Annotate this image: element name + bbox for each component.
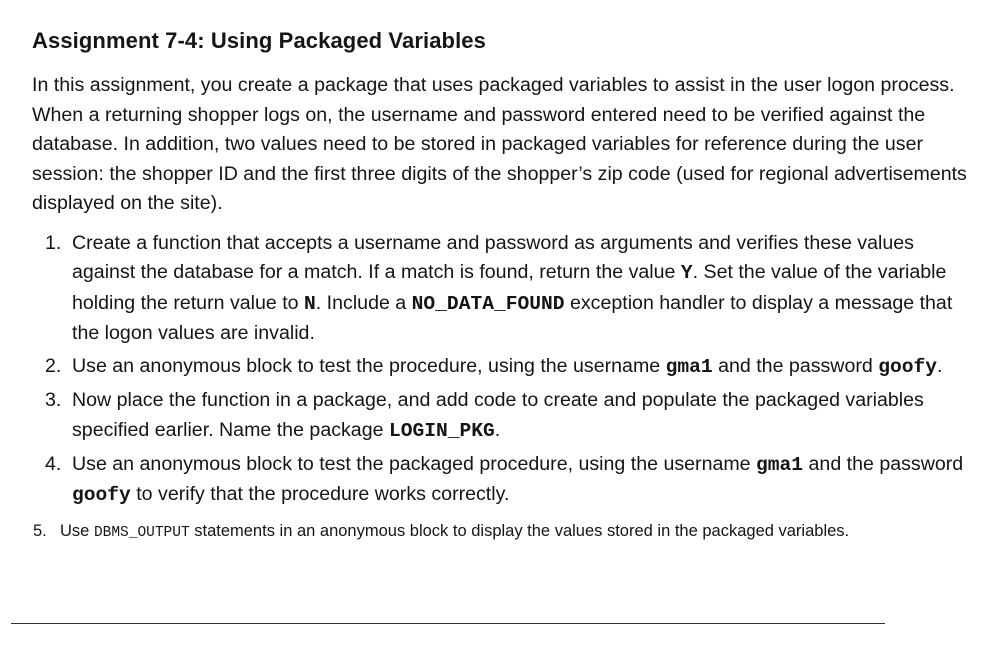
step-number: 5.	[33, 521, 47, 540]
step-text: Use	[60, 521, 94, 540]
assignment-title: Assignment 7-4: Using Packaged Variables	[32, 28, 486, 53]
step-text: . Include a	[315, 291, 412, 314]
step-text: Now place the function in a package, and add code to create and populate the packaged variables specified earlier. Name the package	[72, 389, 924, 441]
code-text: gma1	[756, 454, 804, 477]
code-text: LOGIN_PKG	[388, 419, 495, 442]
step-number: 2.	[45, 355, 62, 378]
bottom-divider	[11, 623, 885, 624]
intro-paragraph: In this assignment, you create a package that uses packaged variables to assist in the user logon process. When a returning shopper logs on, the username and password entered need to be verified against the database. In addition, two values need to be stored in packaged variables for reference during the user session: the shopper ID and the first three digits of the shopper’s zip code (used for regional advertisements displayed on the site).	[32, 74, 967, 214]
code-text: goofy	[878, 356, 938, 379]
step-text: to verify that the procedure works correctly.	[130, 483, 510, 506]
step-item	[0, 519, 1002, 546]
step-text: exception handler to display a message that the logon values are invalid.	[72, 291, 953, 344]
step-text: Use an anonymous block to test the procedure, using the username	[72, 355, 666, 378]
step-text: Create a function that accepts a username and password as arguments and verifies these values against the database for a match. If a match is found, return the value	[72, 232, 914, 284]
step-item	[0, 352, 1002, 382]
step-text: and the password	[712, 355, 879, 378]
code-text: N	[304, 292, 316, 315]
step-text: Use an anonymous block to test the packaged procedure, using the username	[72, 453, 757, 476]
step-text: . Set the value of the variable holding the return value to	[72, 261, 947, 314]
step-item	[0, 229, 1002, 348]
code-text: DBMS_OUTPUT	[93, 524, 190, 541]
step-number: 4.	[45, 453, 62, 476]
code-text: Y	[680, 262, 693, 285]
step-number: 3.	[45, 389, 62, 412]
step-text: .	[494, 418, 501, 441]
step-text: and the password	[803, 453, 964, 476]
step-text: statements in an anonymous block to display the values stored in the packaged variables.	[189, 521, 850, 540]
code-text: gma1	[665, 356, 713, 379]
step-number: 1.	[45, 232, 62, 254]
step-text: .	[937, 355, 943, 378]
code-text: goofy	[72, 484, 131, 507]
step-item	[0, 450, 1002, 511]
step-item	[0, 386, 1002, 446]
code-text: NO_DATA_FOUND	[411, 292, 565, 315]
steps-list	[0, 229, 1002, 550]
